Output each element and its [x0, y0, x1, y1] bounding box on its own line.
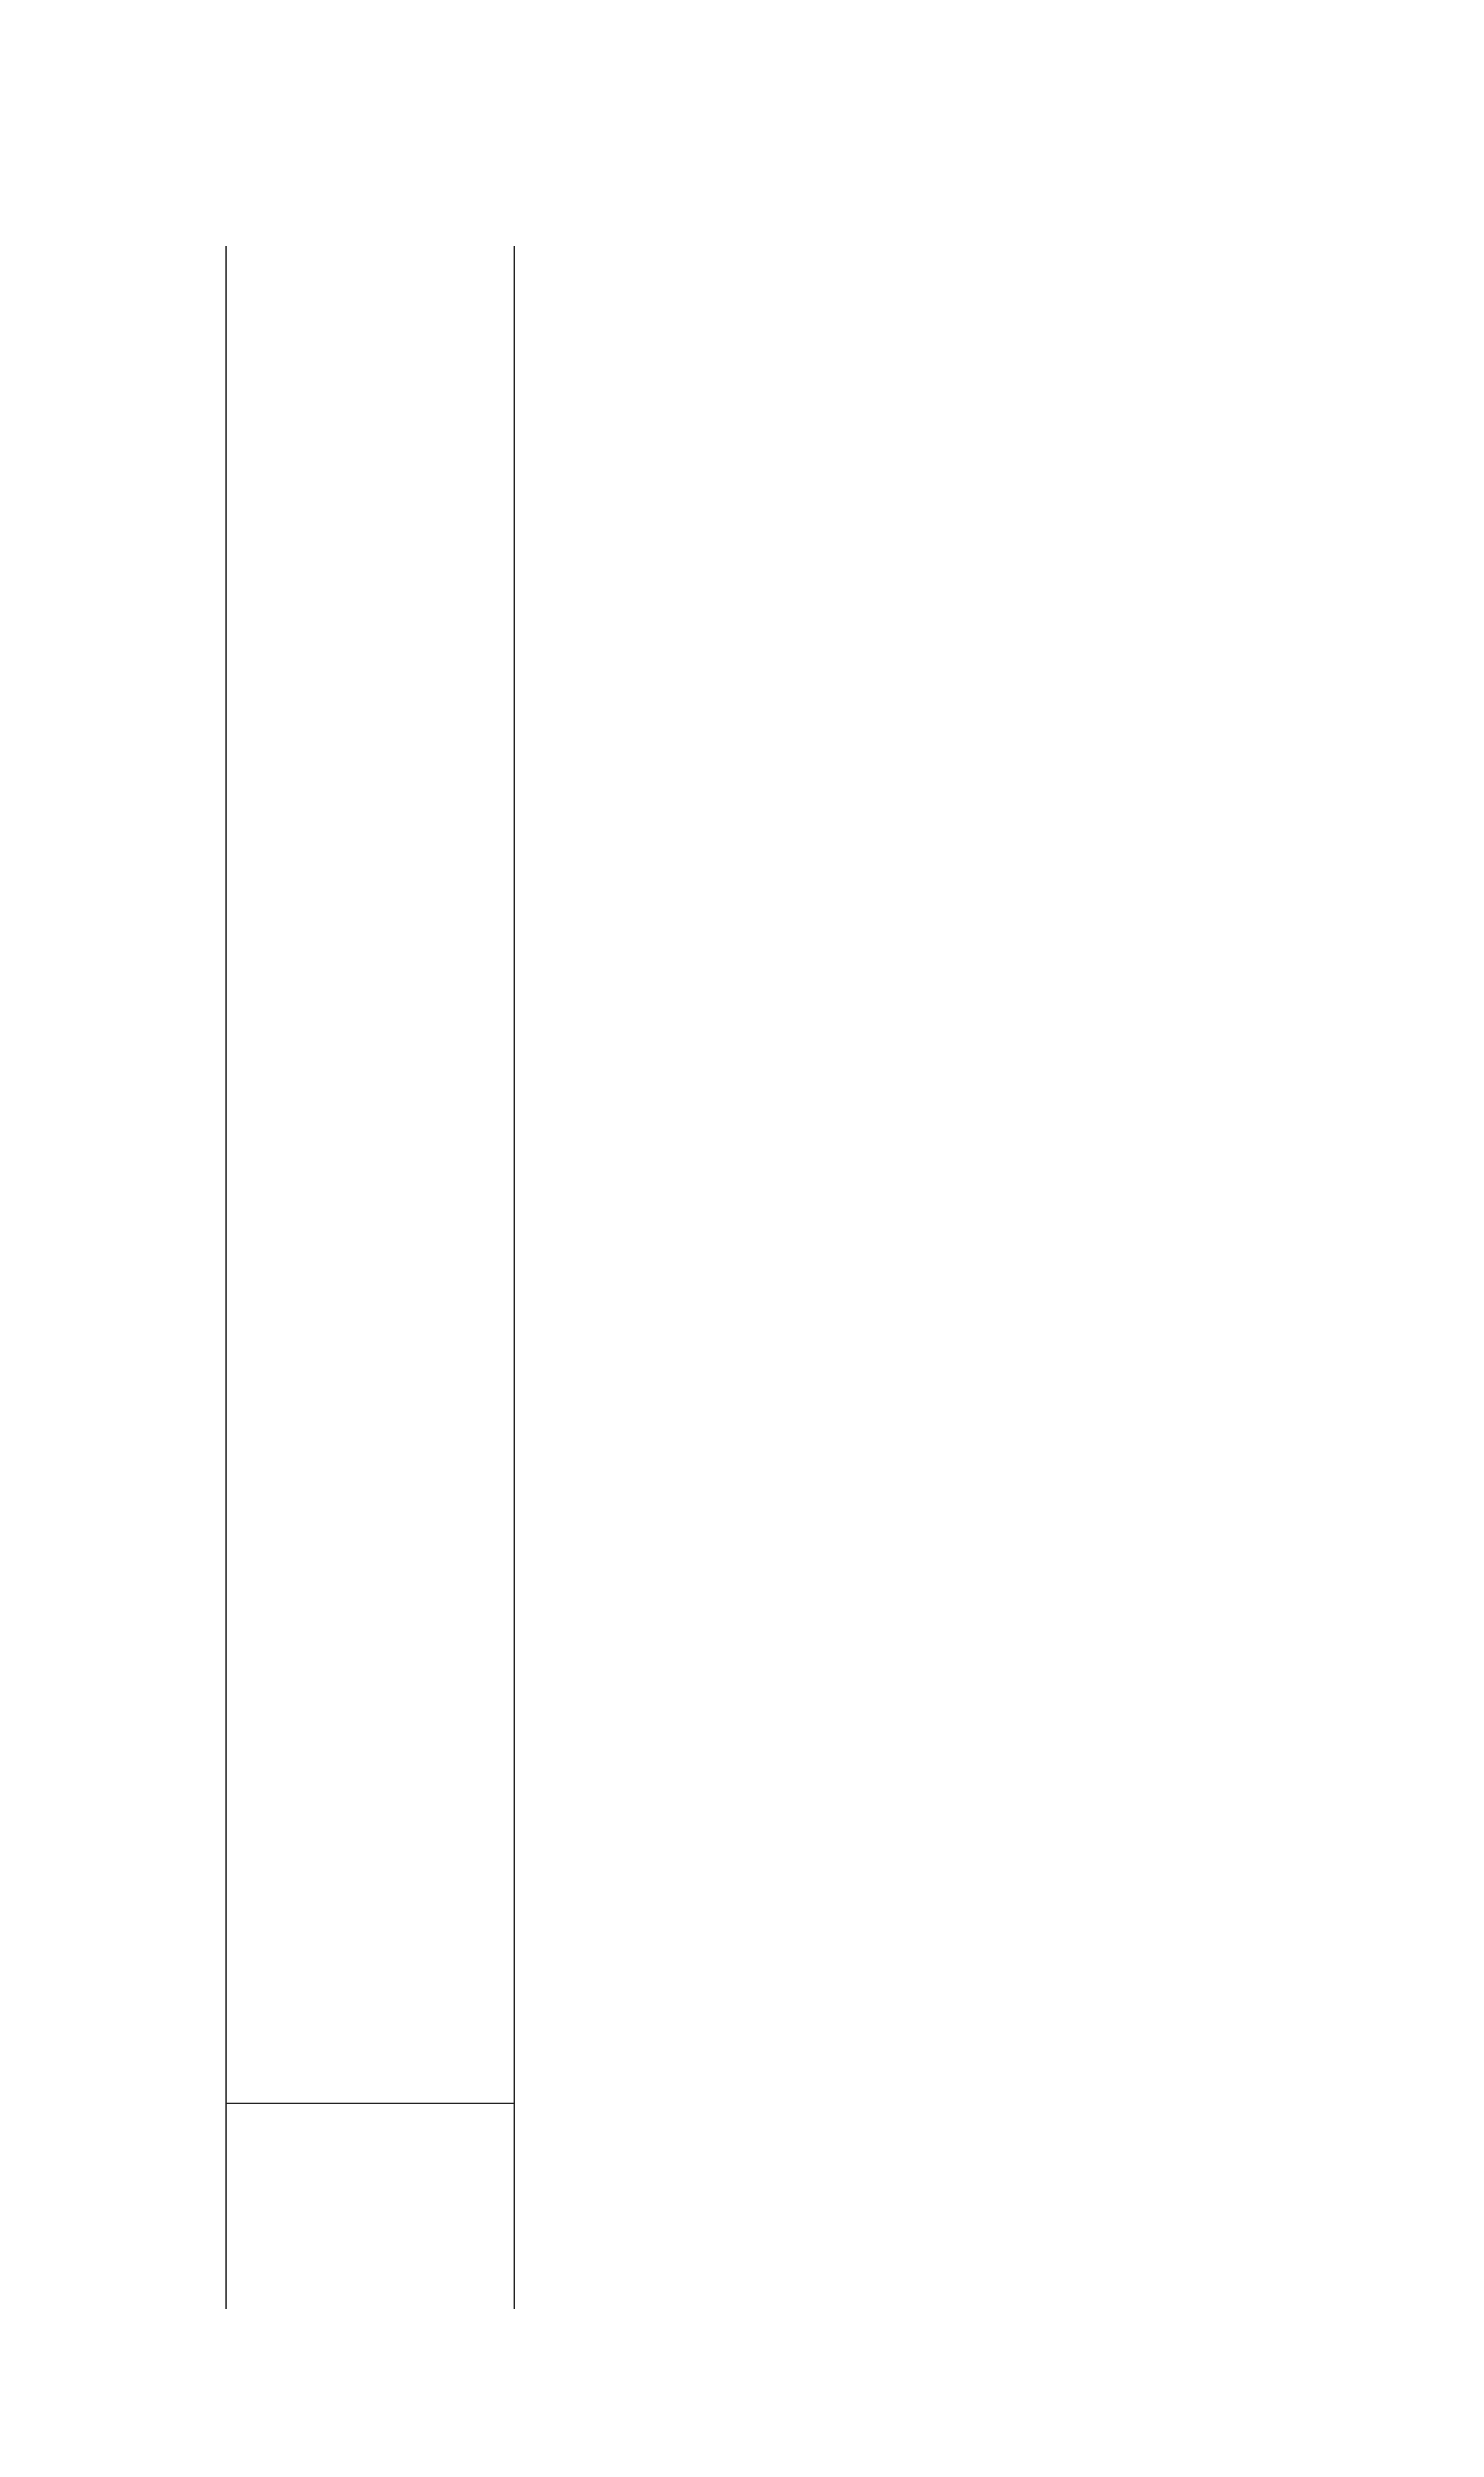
age-column-header — [227, 2103, 514, 2309]
rotated-table — [184, 246, 1359, 2309]
table-header — [225, 246, 515, 2309]
